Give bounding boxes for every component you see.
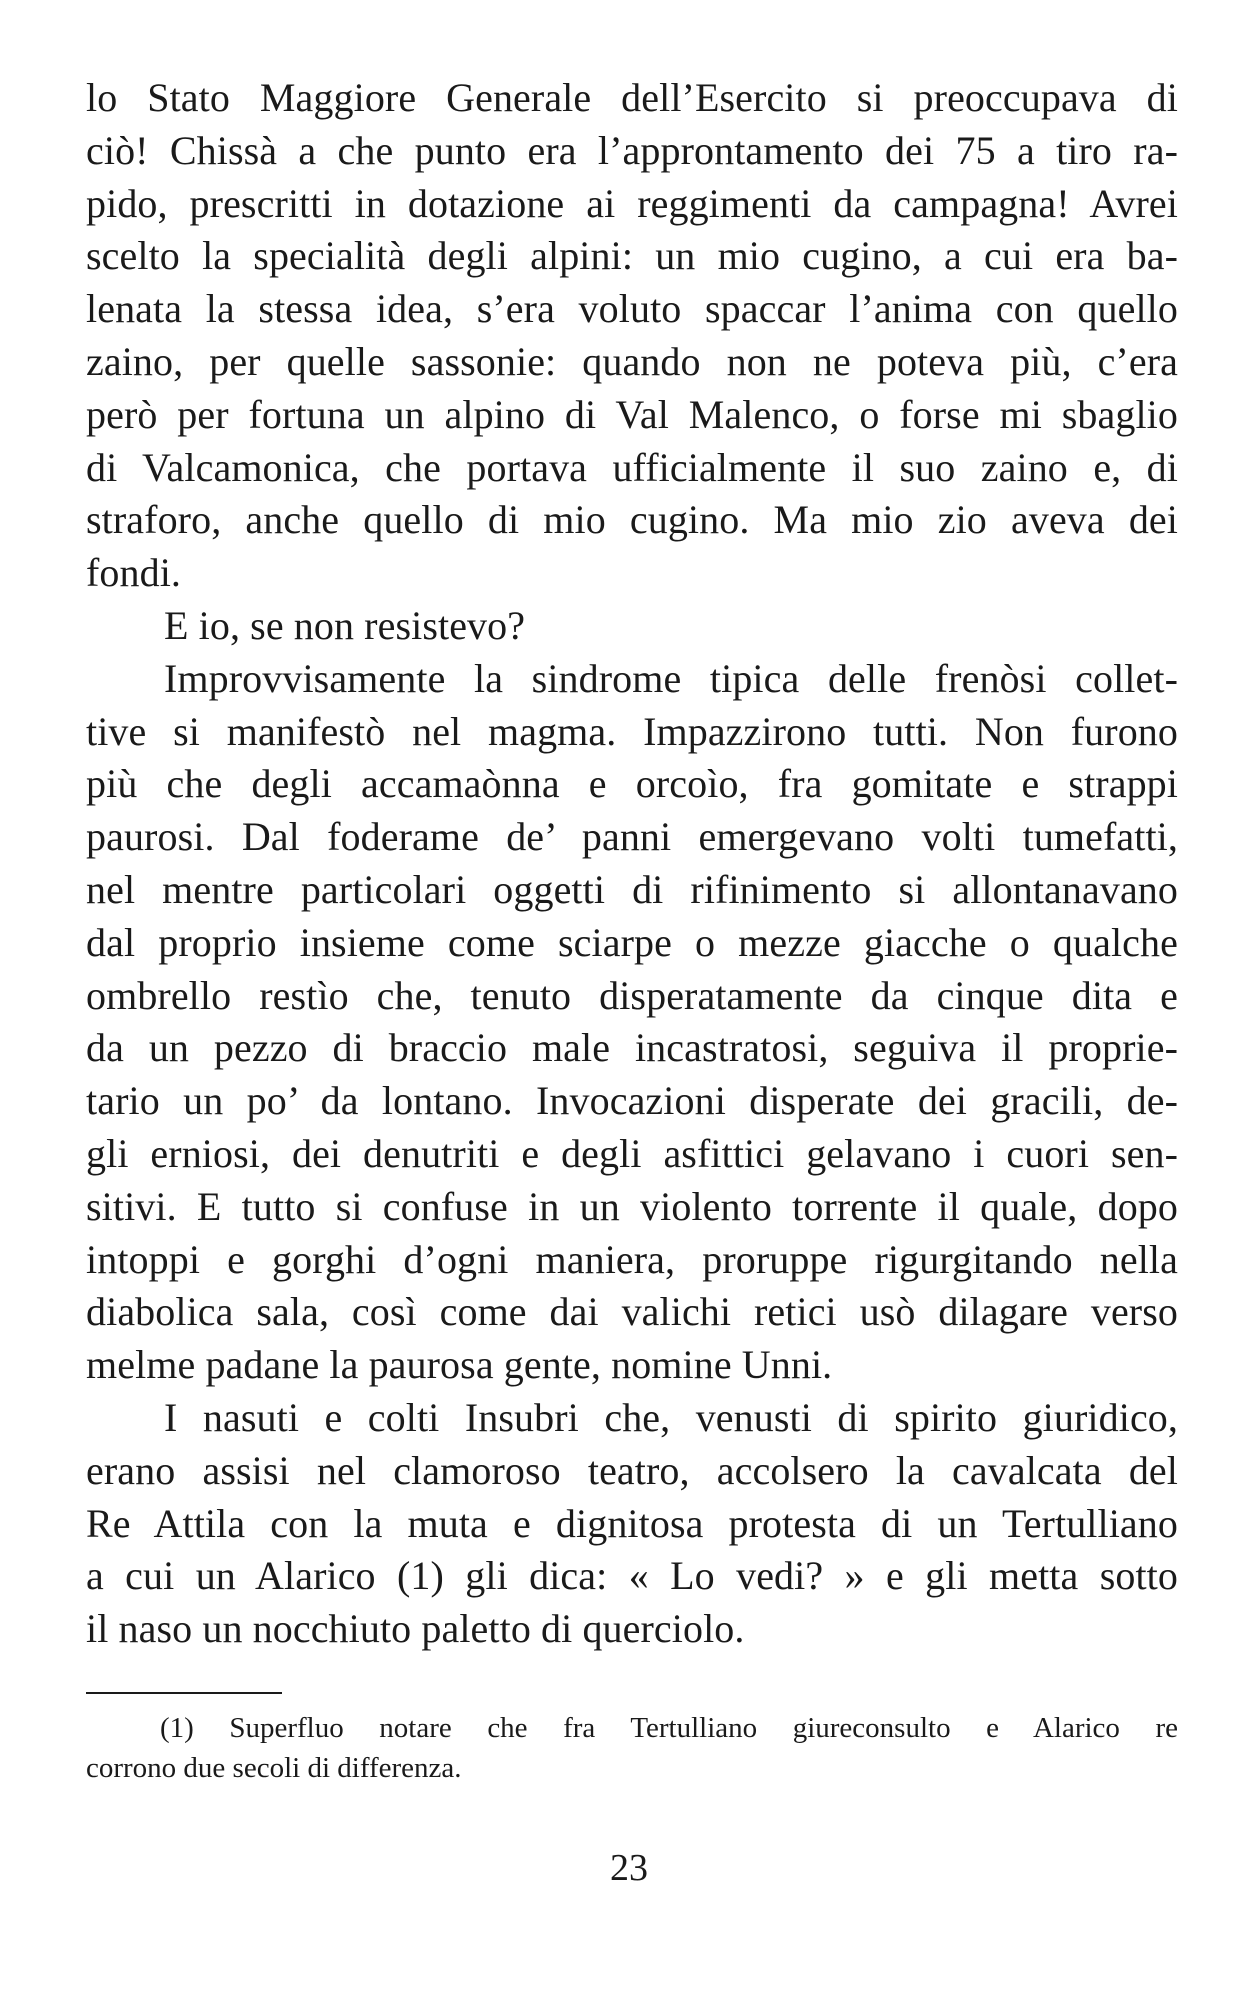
text-line: paurosi. Dal foderame de’ panni emergevano volti tumefatti, <box>86 814 1178 860</box>
text-line: di Valcamonica, che portava ufficialmente il suo zaino e, di <box>86 444 1178 490</box>
text-line: tario un po’ da lontano. Invocazioni disperate dei gracili, de- <box>86 1078 1178 1124</box>
text-line: gli erniosi, dei denutriti e degli asfittici gelavano i cuori sen- <box>86 1130 1178 1176</box>
text-line: però per fortuna un alpino di Val Malenco, o forse mi sbaglio <box>86 391 1178 437</box>
text-line: scelto la specialità degli alpini: un mio cugino, a cui era ba- <box>86 233 1178 279</box>
text-line: intoppi e gorghi d’ogni maniera, proruppe rigurgitando nella <box>86 1236 1178 1282</box>
text-line: pido, prescritti in dotazione ai reggimenti da campagna! Avrei <box>86 180 1178 226</box>
text-line: sitivi. E tutto si confuse in un violento torrente il quale, dopo <box>86 1183 1178 1229</box>
text-line: il naso un nocchiuto paletto di querciolo. <box>86 1606 745 1652</box>
footnote <box>86 1708 1178 1788</box>
text-line: I nasuti e colti Insubri che, venusti di spirito giuridico, <box>164 1394 1178 1440</box>
text-line: zaino, per quelle sassonie: quando non ne poteva più, c’era <box>86 338 1178 384</box>
footnote-divider <box>86 1692 282 1694</box>
text-line: lenata la stessa idea, s’era voluto spaccar l’anima con quello <box>86 286 1178 332</box>
text-line: Improvvisamente la sindrome tipica delle frenòsi collet- <box>164 655 1178 701</box>
text-line: da un pezzo di braccio male incastratosi, seguiva il proprie- <box>86 1025 1178 1071</box>
text-line: più che degli accamaònna e orcoìo, fra gomitate e strappi <box>86 761 1178 807</box>
text-line: a cui un Alarico (1) gli dica: « Lo vedi? » e gli metta sotto <box>86 1553 1178 1599</box>
page-number: 23 <box>610 1847 648 1889</box>
text-line: nel mentre particolari oggetti di rifinimento si allontanavano <box>86 866 1178 912</box>
footnote-line: (1) Superfluo notare che fra Tertulliano giureconsulto e Alarico re <box>160 1712 1178 1744</box>
body-text <box>86 72 1178 1656</box>
text-line: tive si manifestò nel magma. Impazzirono tutti. Non furono <box>86 708 1178 754</box>
text-line: fondi. <box>86 550 182 596</box>
text-line: straforo, anche quello di mio cugino. Ma mio zio aveva dei <box>86 497 1178 543</box>
text-line: lo Stato Maggiore Generale dell’Esercito si preoccupava di <box>86 75 1178 120</box>
text-line: E io, se non resistevo? <box>164 602 526 648</box>
text-line: erano assisi nel clamoroso teatro, accolsero la cavalcata del <box>86 1447 1178 1493</box>
text-line: Re Attila con la muta e dignitosa protesta di un Tertulliano <box>86 1500 1178 1546</box>
footnote-line: corrono due secoli di differenza. <box>86 1752 462 1784</box>
text-line: ombrello restìo che, tenuto disperatamente da cinque dita e <box>86 972 1178 1018</box>
text-line: diabolica sala, così come dai valichi retici usò dilagare verso <box>86 1289 1178 1335</box>
text-line: ciò! Chissà a che punto era l’approntamento dei 75 a tiro ra- <box>86 127 1178 173</box>
text-line: dal proprio insieme come sciarpe o mezze giacche o qualche <box>86 919 1178 965</box>
text-line: melme padane la paurosa gente, nomine Unni. <box>86 1342 833 1388</box>
